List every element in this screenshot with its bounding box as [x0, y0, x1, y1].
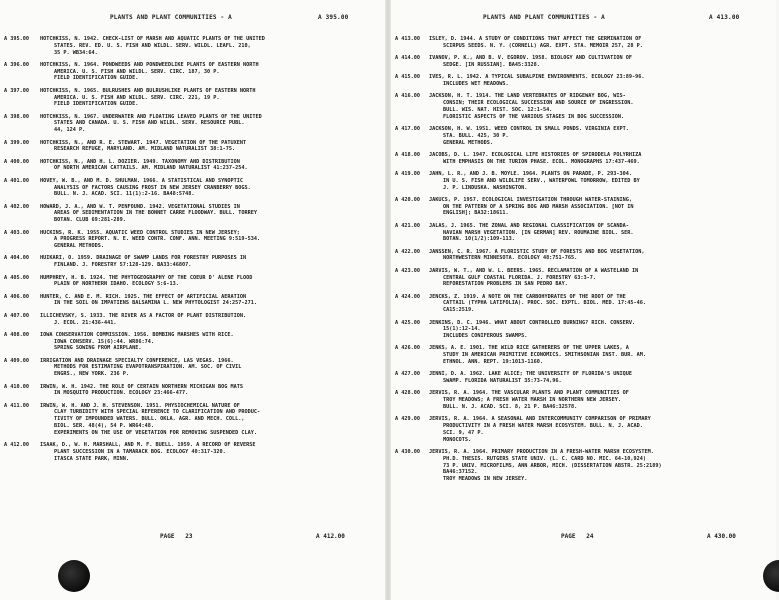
citation-line: HOTCHKISS, N., AND H. L. DOZIER. 1949. TAXONOMY AND DISTRIBUTION	[40, 158, 240, 165]
bibliography-entry	[391, 74, 776, 88]
citation-line: JACKSON, H. T. 1914. THE LAND VERTEBRATES OF RIDGEWAY BOG, WIS-	[429, 93, 626, 100]
page-header	[0, 14, 385, 24]
citation-line: ANALYSIS OF FACTORS CAUSING FROST IN NEW JERSEY CRANBERRY BOGS.	[54, 184, 251, 191]
entry-citation	[429, 320, 764, 340]
citation-line: ETHNOL. ANN. REPT. 19:1013-1160.	[443, 358, 543, 365]
entry-citation	[429, 197, 764, 217]
citation-line: WITH EMPHASIS ON THE TURION PHASE. ECOL. MONOGRAPHS 17:437-469.	[443, 158, 640, 165]
citation-line: IOWA CONSERVATION COMMISSION. 1956. BOMBING MARSHES WITH RICE.	[40, 331, 234, 338]
entry-citation	[429, 152, 764, 166]
entry-citation	[40, 140, 373, 154]
citation-line: ILLICHEVSKY, S. 1933. THE RIVER AS A FACTOR OF PLANT DISTRIBUTION.	[40, 312, 247, 319]
citation-line: IRWIN, W. H. AND J. H. STEVENSON. 1951. PHYSIOCHEMICAL NATURE OF	[40, 402, 240, 409]
bibliography-entry	[391, 294, 776, 314]
citation-line: JACKSON, H. W. 1951. WEED CONTROL IN SMALL PONDS. VIRGINIA EXPT.	[429, 125, 629, 132]
entry-citation	[40, 255, 373, 269]
entry-number: A 411.00	[4, 402, 29, 409]
entry-citation	[429, 449, 764, 483]
entry-number: A 402.00	[4, 203, 29, 210]
entry-citation	[429, 171, 764, 191]
citation-line: HOTCHKISS, N. 1964. PONDWEEDS AND PONDWEEDLIKE PLANTS OF EASTERN NORTH	[40, 61, 259, 68]
bibliography-entry	[391, 390, 776, 410]
entry-number: A 401.00	[4, 177, 29, 184]
citation-line: TROY MEADOWS IN NEW JERSEY.	[443, 476, 528, 483]
citation-line: J. P. LINDUSKA. WASHINGTON.	[443, 184, 528, 191]
entry-citation	[40, 204, 373, 224]
entry-citation	[429, 74, 764, 88]
citation-line: CA15:2519.	[443, 307, 475, 314]
entry-number: A 396.00	[4, 61, 29, 68]
citation-line: BIOL. SER. 48(4), 54 P. WR64:48.	[54, 423, 154, 430]
entry-number: A 404.00	[4, 255, 29, 262]
entry-number: A 407.00	[4, 312, 29, 319]
entry-number: A 430.00	[395, 448, 420, 455]
citation-line: IRWIN, W. H. 1942. THE ROLE OF CERTAIN NORTHERN MICHIGAN BOG MATS	[40, 383, 244, 390]
page-footer	[391, 533, 776, 543]
citation-line: JENKINS, D. C. 1946. WHAT ABOUT CONTROLLED BURNING? RICH. CONSERV.	[429, 319, 636, 326]
citation-line: EXPERIMENTS ON THE USE OF VEGETATION FOR REMOVING SUSPENDED CLAY.	[54, 429, 258, 436]
citation-line: BULL. WIS. NAT. HIST. SOC. 12:1-54.	[443, 106, 553, 113]
bibliography-entries	[391, 36, 776, 488]
entry-number: A 418.00	[395, 151, 420, 158]
entry-citation	[429, 268, 764, 288]
citation-line: IN MOSQUITO PRODUCTION. ECOLOGY 23:466-477.	[54, 390, 189, 397]
entry-number: A 399.00	[4, 139, 29, 146]
citation-line: MONOCOTS.	[443, 436, 472, 443]
entry-number: A 424.00	[395, 293, 420, 300]
citation-line: FIELD IDENTIFICATION GUIDE.	[54, 75, 139, 82]
citation-line: ISAAK, D., W. H. MARSHALL, AND M. F. BUELL. 1959. A RECORD OF REVERSE	[40, 442, 256, 449]
citation-line: SWAMP. FLORIDA NATURALIST 35:73-74,96.	[443, 378, 562, 385]
bibliography-entry	[0, 159, 385, 173]
citation-line: ENGRS., NEW YORK. 236 P.	[54, 371, 129, 378]
citation-line: JERVIS, R. A. 1964. THE VASCULAR PLANTS AND PLANT COMMUNITIES OF	[429, 390, 629, 397]
citation-line: STUDY IN AMERICAN PRIMITIVE ECONOMICS. SMITHSONIAN INST. BUR. AM.	[443, 352, 647, 359]
left-page	[0, 0, 385, 600]
citation-line: BULL. N. J. ACAD. SCI. 11(1):2-16. BA48:5748.	[54, 191, 195, 198]
citation-line: HUMPHREY, H. B. 1924. THE PHYTOGEOGRAPHY OF THE COEUR D' ALENE FLOOD	[40, 274, 253, 281]
footer-entry-range: A 430.00	[707, 533, 736, 540]
citation-line: OF NORTH AMERICAN CATTAILS. AM. MIDLAND NATURALIST 41:237-254.	[54, 165, 248, 172]
citation-line: INCLUDES WET MEADOWS.	[443, 80, 509, 87]
bibliography-entry	[391, 268, 776, 288]
entry-citation	[429, 390, 764, 410]
citation-line: BOTAN. 10(1/2):109-113.	[443, 236, 515, 243]
citation-line: HOWARD, J. A., AND W. T. PENFOUND. 1942. VEGETATIONAL STUDIES IN	[40, 203, 240, 210]
citation-line: BA46:37152.	[443, 469, 478, 476]
citation-line: JERVIS, R. A. 1964. A SEASONAL AND INTERCOMMUNITY COMPARISON OF PRIMARY	[429, 416, 651, 423]
bibliography-entry	[0, 62, 385, 82]
citation-line: CONSIN; THEIR ECOLOGICAL SUCCESSION AND SOURCE OF INGRESSION.	[443, 100, 634, 107]
page-number: PAGE 24	[561, 533, 594, 540]
citation-line: ON THE PATTERN OF A SPRING BOG AND MARSH ASSOCIATION. [NOT IN	[443, 203, 634, 210]
entry-citation	[40, 384, 373, 398]
entry-citation	[40, 36, 373, 56]
entry-citation	[429, 345, 764, 365]
citation-line: GENERAL METHODS.	[54, 243, 104, 250]
bibliography-entry	[0, 275, 385, 289]
bibliography-entry	[0, 255, 385, 269]
bibliography-entry	[391, 345, 776, 365]
citation-line: SEDGE. [IN RUSSIAN]. BA45:3328.	[443, 61, 540, 68]
citation-line: TIVITY OF IMPOUNDED WATERS. BULL. OKLA. AGR. AND MECH. COLL.,	[54, 416, 245, 423]
citation-line: IN THE SOIL ON IMPATIENS BALSAMINA L. NEW PHYTOLOGIST 24:257-271.	[54, 300, 258, 307]
entry-citation	[40, 313, 373, 327]
header-title: PLANTS AND PLANT COMMUNITIES - A	[110, 14, 232, 21]
citation-line: IVANOV, P. K., AND B. V. EGOROV. 1958. BIOLOGY AND CULTIVATION OF	[429, 55, 633, 62]
citation-line: HUNTER, C. AND E. M. RICH. 1925. THE EFFECT OF ARTIFICIAL AERATION	[40, 293, 247, 300]
entry-number: A 397.00	[4, 87, 29, 94]
entry-number: A 415.00	[395, 74, 420, 81]
entry-number: A 423.00	[395, 267, 420, 274]
entry-number: A 426.00	[395, 345, 420, 352]
entry-number: A 412.00	[4, 442, 29, 449]
bibliography-entry	[391, 223, 776, 243]
entry-number: A 406.00	[4, 293, 29, 300]
entry-number: A 409.00	[4, 357, 29, 364]
citation-line: PLANT SUCCESSION IN A TAMARACK BOG. ECOLOGY 40:317-320.	[54, 448, 226, 455]
citation-line: JACOBS, D. L. 1947. ECOLOGICAL LIFE HISTORIES OF SPIRODELA POLYRHIZA	[429, 151, 642, 158]
citation-line: HOTCHKISS, N., AND R. E. STEWART. 1947. VEGETATION OF THE PATUXENT	[40, 139, 247, 146]
header-entry-range: A 413.00	[709, 14, 740, 21]
citation-line: HUCKINS, R. K. 1955. AQUATIC WEED CONTROL STUDIES IN NEW JERSEY;	[40, 229, 240, 236]
citation-line: BOTAN. CLUB 69:281-289.	[54, 217, 126, 224]
bibliography-entry	[391, 249, 776, 263]
citation-line: FINLAND. J. FORESTRY 57:128-129. BA33:46807.	[54, 262, 192, 269]
entry-number: A 419.00	[395, 170, 420, 177]
citation-line: J. ECOL. 21:436-441.	[54, 319, 117, 326]
citation-line: HOTCHKISS, N. 1967. UNDERWATER AND FLOATING LEAVED PLANTS OF THE UNITED	[40, 113, 262, 120]
entry-number: A 422.00	[395, 248, 420, 255]
citation-line: 73 P. UNIV. MICROFILMS, ANN ARBOR, MICH. (DISSERTATION ABSTR. 25:2189)	[443, 462, 662, 469]
entry-citation	[40, 62, 373, 82]
bibliography-entry	[0, 36, 385, 56]
citation-line: JERVIS, R. A. 1964. PRIMARY PRODUCTION IN A FRESH-WATER MARSH ECOSYSTEM.	[429, 448, 654, 455]
entry-number: A 427.00	[395, 371, 420, 378]
citation-line: INCLUDES CONIFEROUS SWAMPS.	[443, 333, 528, 340]
citation-line: TROY MEADOWS; A FRESH WATER MARSH IN NORTHERN NEW JERSEY.	[443, 397, 622, 404]
bibliography-entry	[391, 449, 776, 483]
header-entry-range: A 395.00	[318, 14, 349, 21]
entry-citation	[40, 332, 373, 352]
bibliography-entry	[391, 93, 776, 120]
bibliography-entry	[391, 320, 776, 340]
entry-citation	[40, 88, 373, 108]
bibliography-entry	[0, 204, 385, 224]
bibliography-entries	[0, 36, 385, 468]
citation-line: HUIKARI, O. 1959. DRAINAGE OF SWAMP LANDS FOR FORESTRY PURPOSES IN	[40, 255, 247, 262]
bibliography-entry	[0, 230, 385, 250]
citation-line: SPRING SOWING FROM AIRPLANE.	[54, 345, 142, 352]
bibliography-entry	[0, 313, 385, 327]
entry-citation	[429, 249, 764, 263]
bibliography-entry	[391, 197, 776, 217]
citation-line: 44, 124 P.	[54, 127, 86, 134]
bibliography-entry	[391, 36, 776, 50]
entry-number: A 414.00	[395, 55, 420, 62]
citation-line: HOTCHKISS, N. 1942. CHECK-LIST OF MARSH AND AQUATIC PLANTS OF THE UNITED	[40, 36, 265, 42]
citation-line: AMERICA. U. S. FISH AND WILDL. SERV. CIRC. 221, 19 P.	[54, 94, 220, 101]
citation-line: JARVIS, W. T., AND W. L. BEERS. 1965. RECLAMATION OF A WASTELAND IN	[429, 267, 639, 274]
bibliography-entry	[0, 140, 385, 154]
entry-citation	[429, 371, 764, 385]
entry-citation	[429, 294, 764, 314]
bibliography-entry	[391, 55, 776, 69]
entry-citation	[40, 159, 373, 173]
entry-citation	[40, 358, 373, 378]
entry-number: A 400.00	[4, 158, 29, 165]
citation-line: STATES AND CANADA. U. S. FISH AND WILDL. SERV. RESOURCE PUBL.	[54, 120, 245, 127]
citation-line: FIELD IDENTIFICATION GUIDE.	[54, 101, 139, 108]
bibliography-entry	[391, 152, 776, 166]
entry-citation	[40, 178, 373, 198]
citation-line: JENCKS, Z. 1919. A NOTE ON THE CARBOHYDRATES OF THE ROOT OF THE	[429, 293, 626, 300]
bibliography-entry	[391, 171, 776, 191]
citation-line: SCI. 9, 47 P.	[443, 429, 484, 436]
citation-line: IRRIGATION AND DRAINAGE SPECIALTY CONFERENCE, LAS VEGAS. 1966.	[40, 357, 234, 364]
page-footer	[0, 533, 385, 543]
citation-line: JENNI, D. A. 1962. LAKE ALICE; THE UNIVERSITY OF FLORIDA'S UNIQUE	[429, 371, 633, 378]
citation-line: METHODS FOR ESTIMATING EVAPOTRANSPIRATION. AM. SOC. OF CIVIL	[54, 364, 242, 371]
entry-citation	[429, 36, 764, 50]
punch-hole	[58, 560, 90, 592]
citation-line: JANSSEN, C. R. 1967. A FLORISTIC STUDY OF FORESTS AND BOG VEGETATION,	[429, 248, 645, 255]
page-number: PAGE 23	[160, 533, 193, 540]
citation-line: AREAS OF SEDIMENTATION IN THE BONNET CARRE FLOODWAY. BULL. TORREY	[54, 210, 258, 217]
entry-number: A 403.00	[4, 229, 29, 236]
citation-line: NORTHWESTERN MINNESOTA. ECOLOGY 48:751-765.	[443, 255, 578, 262]
entry-number: A 408.00	[4, 331, 29, 338]
entry-citation	[40, 230, 373, 250]
entry-number: A 417.00	[395, 125, 420, 132]
citation-line: RESEARCH REFUGE, MARYLAND. AM. MIDLAND NATURALIST 38:1-75.	[54, 146, 236, 153]
entry-citation	[429, 416, 764, 443]
citation-line: 35 P. WB34:64.	[54, 49, 98, 56]
entry-citation	[429, 93, 764, 120]
entry-number: A 421.00	[395, 222, 420, 229]
entry-number: A 420.00	[395, 196, 420, 203]
bibliography-entry	[0, 114, 385, 134]
entry-citation	[40, 294, 373, 308]
entry-number: A 410.00	[4, 383, 29, 390]
page-header	[391, 14, 776, 24]
citation-line: IN U. S. FISH AND WILDLIFE SERV., WATERFOWL TOMORROW, EDITED BY	[443, 177, 640, 184]
citation-line: CENTRAL GULF COASTAL FLORIDA. J. FORESTRY 63:3-7.	[443, 274, 597, 281]
entry-citation	[40, 442, 373, 462]
bibliography-entry	[0, 332, 385, 352]
citation-line: ENGLISH]; BA32:18611.	[443, 210, 509, 217]
citation-line: STA. BULL. 425, 30 P.	[443, 132, 509, 139]
bibliography-entry	[391, 416, 776, 443]
right-page	[391, 0, 776, 600]
citation-line: NAVIAN MARSH VEGETATION. [IN GERMAN] REV. ROUMAINE BIOL. SER.	[443, 229, 634, 236]
entry-number: A 428.00	[395, 390, 420, 397]
citation-line: FLORISTIC ASPECTS OF THE VARIOUS STAGES IN BOG SUCCESSION.	[443, 113, 625, 120]
citation-line: 15(1):12-14.	[443, 326, 481, 333]
citation-line: AMERICA. U. S. FISH AND WILDL. SERV. CIRC. 187, 30 P.	[54, 68, 220, 75]
citation-line: CLAY TURBIDITY WITH SPECIAL REFERENCE TO CLARIFICATION AND PRODUC-	[54, 409, 261, 416]
entry-number: A 425.00	[395, 319, 420, 326]
entry-number: A 416.00	[395, 93, 420, 100]
citation-line: ITASCA STATE PARK, MINN.	[54, 455, 129, 462]
citation-line: SCIRPUS SEEDS. N. Y. (CORNELL) AGR. EXPT. STA. MEMOIR 257, 28 P.	[443, 42, 643, 49]
citation-line: PRODUCTIVITY IN A FRESH WATER MARSH ECOSYSTEM. BULL. N. J. ACAD.	[443, 423, 643, 430]
entry-number: A 395.00	[4, 36, 29, 42]
citation-line: JALAS, J. 1965. THE ZONAL AND REGIONAL CLASSIFICATION OF SCANDA-	[429, 222, 629, 229]
citation-line: REFORESTATION PROBLEMS IN SAN PEDRO BAY.	[443, 281, 568, 288]
citation-line: IVES, R. L. 1942. A TYPICAL SUBALPINE ENVIRONMENTS. ECOLOGY 23:89-96.	[429, 74, 645, 81]
punch-hole	[763, 560, 779, 592]
bibliography-entry	[0, 358, 385, 378]
entry-citation	[429, 126, 764, 146]
citation-line: HOTCHKISS, N. 1965. BULRUSHES AND BULRUSHLIKE PLANTS OF EASTERN NORTH	[40, 87, 256, 94]
citation-line: JAKUCS, P. 1957. ECOLOGICAL INVESTIGATION THROUGH WATER-STAINING,	[429, 196, 633, 203]
citation-line: STATES. REV. ED. U. S. FISH AND WILDL. SERV. WILDL. LEAFL. 210,	[54, 42, 251, 49]
entry-number: A 398.00	[4, 113, 29, 120]
bibliography-entry	[0, 88, 385, 108]
entry-citation	[40, 403, 373, 437]
citation-line: CATTAIL (TYPHA LATIFOLIA). PROC. SOC. EXPTL. BIOL. MED. 17:45-46.	[443, 300, 647, 307]
entry-citation	[40, 275, 373, 289]
header-title: PLANTS AND PLANT COMMUNITIES - A	[483, 14, 605, 21]
citation-line: JAHN, L. R., AND J. B. MOYLE. 1964. PLANTS ON PARADE, P. 293-304.	[429, 170, 633, 177]
bibliography-entry	[0, 442, 385, 462]
entry-citation	[40, 114, 373, 134]
bibliography-entry	[391, 371, 776, 385]
bibliography-entry	[0, 294, 385, 308]
entry-number: A 429.00	[395, 416, 420, 423]
citation-line: PLAIN OF NORTHERN IDAHO. ECOLOGY 5:6-13.	[54, 281, 179, 288]
citation-line: GENERAL METHODS.	[443, 139, 493, 146]
entry-citation	[429, 55, 764, 69]
citation-line: HOVEY, W. B., AND M. D. SHULMAN. 1966. A STATISTICAL AND SYNOPTIC	[40, 177, 244, 184]
citation-line: BULL. N. J. ACAD. SCI. 8, 21 P. BA46:32578.	[443, 403, 578, 410]
bibliography-entry	[0, 403, 385, 437]
entry-number: A 413.00	[395, 36, 420, 42]
citation-line: A PROGRESS REPORT. N. E. WEED CONTR. CONF. ANN. MEETING 9:519-534.	[54, 236, 261, 243]
citation-line: ISLEY, D. 1944. A STUDY OF CONDITIONS THAT AFFECT THE GERMINATION OF	[429, 36, 642, 42]
citation-line: JENKS, A. E. 1901. THE WILD RICE GATHERERS OF THE UPPER LAKES, A	[429, 345, 629, 352]
footer-entry-range: A 412.00	[316, 533, 345, 540]
entry-number: A 405.00	[4, 274, 29, 281]
bibliography-entry	[391, 126, 776, 146]
bibliography-entry	[0, 178, 385, 198]
entry-citation	[429, 223, 764, 243]
citation-line: PH.D. THESIS. RUTGERS STATE UNIV. (L. C. CARD NO. MIC. 64-10,924)	[443, 455, 647, 462]
citation-line: IOWA CONSERV. 15(6):44. WR86:74.	[54, 338, 154, 345]
bibliography-entry	[0, 384, 385, 398]
